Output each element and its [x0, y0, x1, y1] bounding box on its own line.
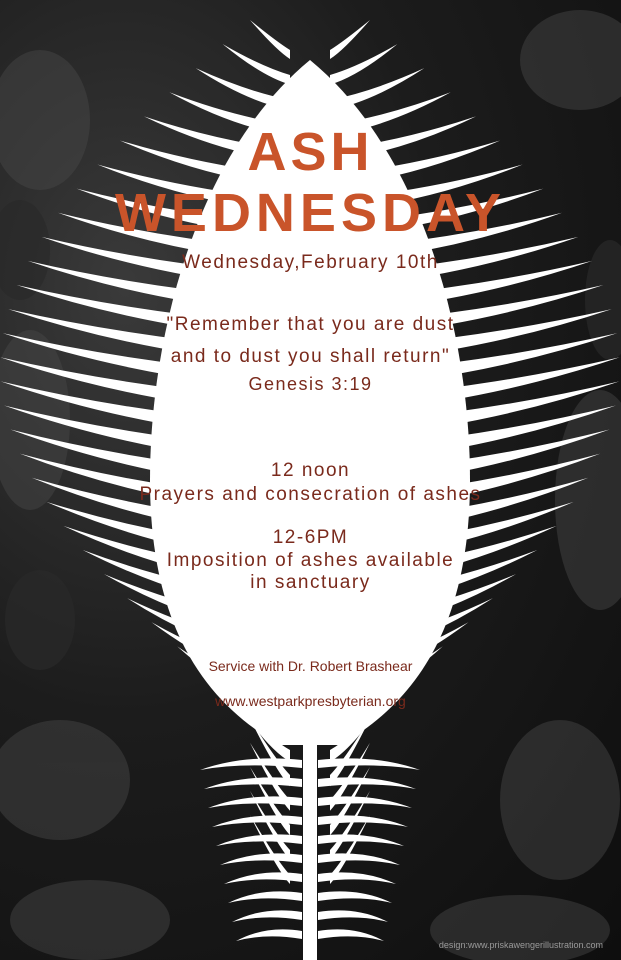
- stem-leaflet: [318, 929, 384, 941]
- stem-leaflet: [200, 758, 302, 770]
- stem-leaflet: [318, 777, 416, 789]
- schedule-event-1: Prayers and consecration of ashes: [139, 484, 482, 505]
- stem-leaflet: [318, 872, 396, 884]
- frond-leaflet: [330, 20, 370, 59]
- stem-leaflet: [204, 777, 302, 789]
- schedule-time-2: 12-6PM: [272, 527, 349, 548]
- stem-leaflet: [216, 834, 302, 846]
- stem-leaflet: [232, 910, 302, 922]
- stem-leaflet: [318, 910, 388, 922]
- frond-leaflet: [250, 20, 290, 59]
- stem-leaflet: [318, 891, 392, 903]
- stem-leaflet: [224, 872, 302, 884]
- title-line-2: WEDNESDAY: [114, 183, 507, 243]
- stem-leaflet: [318, 834, 404, 846]
- schedule-event-2-line-2: in sanctuary: [250, 572, 371, 593]
- design-credit: design:www.priskawengerillustration.com: [438, 940, 603, 950]
- frond-stem: [303, 740, 317, 960]
- stem-leaflet: [318, 853, 400, 865]
- stem-leaflet: [236, 929, 302, 941]
- website-link[interactable]: www.westparkpresbyterian.org: [215, 693, 406, 709]
- schedule-time-1: 12 noon: [270, 460, 351, 481]
- quote-reference: Genesis 3:19: [248, 374, 373, 394]
- schedule-event-2-line-1: Imposition of ashes available: [166, 550, 455, 571]
- event-date: Wednesday,February 10th: [182, 252, 439, 273]
- title-line-1: ASH: [247, 122, 374, 182]
- service-officiant: Service with Dr. Robert Brashear: [208, 658, 413, 674]
- stem-leaflet: [228, 891, 302, 903]
- stem-leaflet: [220, 853, 302, 865]
- stem-leaflet: [318, 758, 420, 770]
- quote-line-2: and to dust you shall return": [170, 346, 451, 367]
- quote-line-1: "Remember that you are dust: [166, 314, 455, 335]
